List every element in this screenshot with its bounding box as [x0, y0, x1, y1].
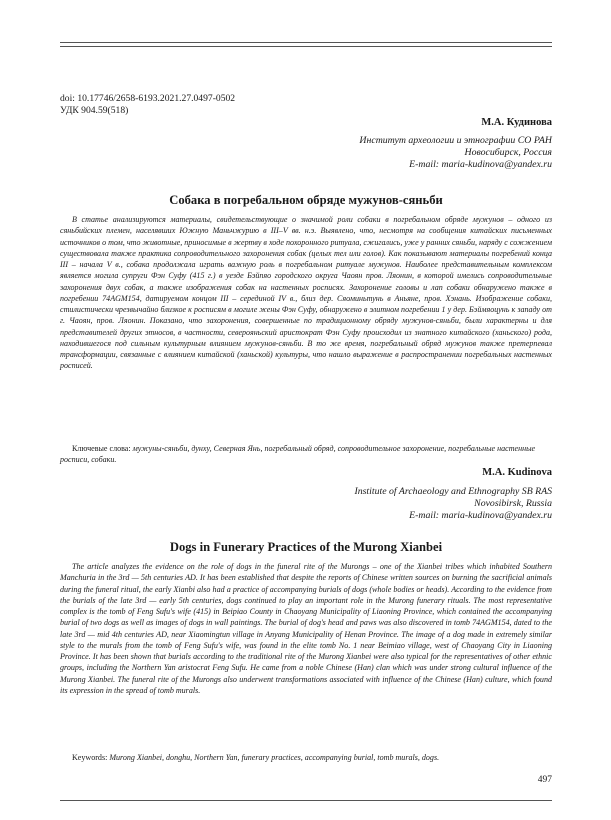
- keywords-en: [60, 752, 552, 763]
- header-rule-top: [60, 42, 552, 43]
- author-en: M.A. Kudinova: [482, 467, 552, 478]
- email-ru: E-mail: maria-kudinova@yandex.ru: [409, 159, 552, 171]
- keywords-text-en: Murong Xianbei, donghu, Northern Yan, funerary practices, accompanying burial, tomb murals, dogs.: [109, 753, 440, 762]
- footer-rule: [60, 800, 552, 801]
- header-rule-bottom: [60, 46, 552, 47]
- title-ru: Собака в погребальном обряде мужунов-сяньби: [169, 193, 443, 207]
- affiliation-en: [354, 486, 552, 523]
- institute-ru: Институт археологии и этнографии СО РАН: [359, 135, 552, 146]
- city-en: Novosibirsk, Russia: [474, 498, 552, 510]
- author-ru: М.А. Кудинова: [481, 117, 552, 128]
- abstract-ru: В статье анализируются материалы, свидетельствующие о значимой роли собаки в погребальном обряде мужунов – одного из сяньбийских племен, населявших Южную Маньчжурию в III–V вв. н.э. Выявлено, что, несмотря на сообщения китайских письменных источников о том, что животные, приносимые в жертву в ходе похоронного ритуала, сжигались, уже у ранних сяньби, наряду с сожжением существовала также практика сопроводительного захоронения собак (целых тел или голов). Как показывают материалы погребений конца III – начала V в., собака продолжала играть важную роль в погребальном ритуале мужунов. Наиболее представительным комплексом является могила супруги Фэн Суфу (415 г.) в уезде Бэйпяо городского округа Чаоян пров. Ляонин, в которой имелись сопроводительные захоронения двух собак, а также изображения собак на настенных росписях. Захоронение головы и лап собаки обнаружено также в погребении 74AGM154, датируемом концом III – серединой IV в., близ дер. Сяоминьтунь в Аньяне, пров. Хэнань. Изображение собаки, стилистически чрезвычайно близкое к росписям в могиле жены Фэн Суфу, обнаружено в элитном погребении 1 у дер. Бэймяоцунь к западу от г. Чаоян, пров. Ляонин. Показано, что захоронения, совершенные по традиционному обряду мужунов-сяньби, были характерны и для представителей других этносов, в частности, северояньский аристократ Фэн Суфу происходил из знатного китайского (ханьского) рода, находившегося под сильным культурным влиянием мужунов-сяньби. В то же время, погребальный обряд мужунов также претерпевал трансформации, связанные с влиянием китайской (ханьской) культуры, что нашло выражение в распространении погребальных настенных росписей.: [60, 215, 552, 371]
- keywords-label-en: Keywords:: [72, 753, 108, 762]
- title-en: Dogs in Funerary Practices of the Murong Xianbei: [169, 540, 443, 554]
- affiliation-ru: [359, 135, 552, 172]
- udk: УДК 904.59(518): [60, 105, 129, 116]
- page-number: 497: [537, 775, 552, 785]
- keywords-text-ru: мужуны-сяньби, дунху, Северная Янь, погребальный обряд, сопроводительное захоронение, погребальные настенные росписи, собаки.: [60, 444, 536, 465]
- keywords-ru: [60, 443, 552, 466]
- city-ru: Новосибирск, Россия: [464, 147, 552, 159]
- doi: doi: 10.17746/2658-6193.2021.27.0497-0502: [60, 93, 236, 104]
- keywords-label-ru: Ключевые слова:: [72, 444, 131, 453]
- article-identifiers: [60, 93, 235, 117]
- institute-en: Institute of Archaeology and Ethnography SB RAS: [354, 486, 552, 497]
- email-en: E-mail: maria-kudinova@yandex.ru: [409, 510, 552, 522]
- abstract-en: The article analyzes the evidence on the role of dogs in the funeral rite of the Murongs – one of the Xianbei tribes which inhabited Southern Manchuria in the 3rd — 5th centuries AD. It has been established that despite the reports of Chinese written sources on burning the sacrificial animals during the funeral ritual, the early Xianbi also had a practice of accompanying burials of dogs (whole bodies or heads). According to the evidence from the burials of the late 3rd — early 5th centuries, dogs continued to play an important role in the Murong funerary rituals. The most representative complex is the tomb of Feng Sufu's wife (415) in Beipiao County in Chaoyang Municipality of Liaoning Province, which contained the accompanying burial of two dogs as well as images of dogs in wall paintings. The burial of dog's head and paws was also discovered in tomb 74AGM154, dated to the late 3rd — mid 4th centuries AD, near Xiaomingtun village in Anyang Municipality of Henan Province. The image of a dog made in extremely similar style to the murals from the tomb of Feng Sufu's wife, was found in the elite tomb No. 1 near Beimiao village, west of Chaoyang City in Liaoning Province. It has been shown that burials according to the traditional rite of the Murong Xianbei were also typical for the representatives of other ethnic groups, including the Northern Yan aristocrat Feng Sufu. He came from a noble Chinese (Han) clan which was under strong cultural influence of the Murong Xianbei. The funeral rite of the Murongs also underwent transformations associated with influence of the Chinese (Han) culture, which found its expression in the spread of tomb murals.: [60, 562, 552, 695]
